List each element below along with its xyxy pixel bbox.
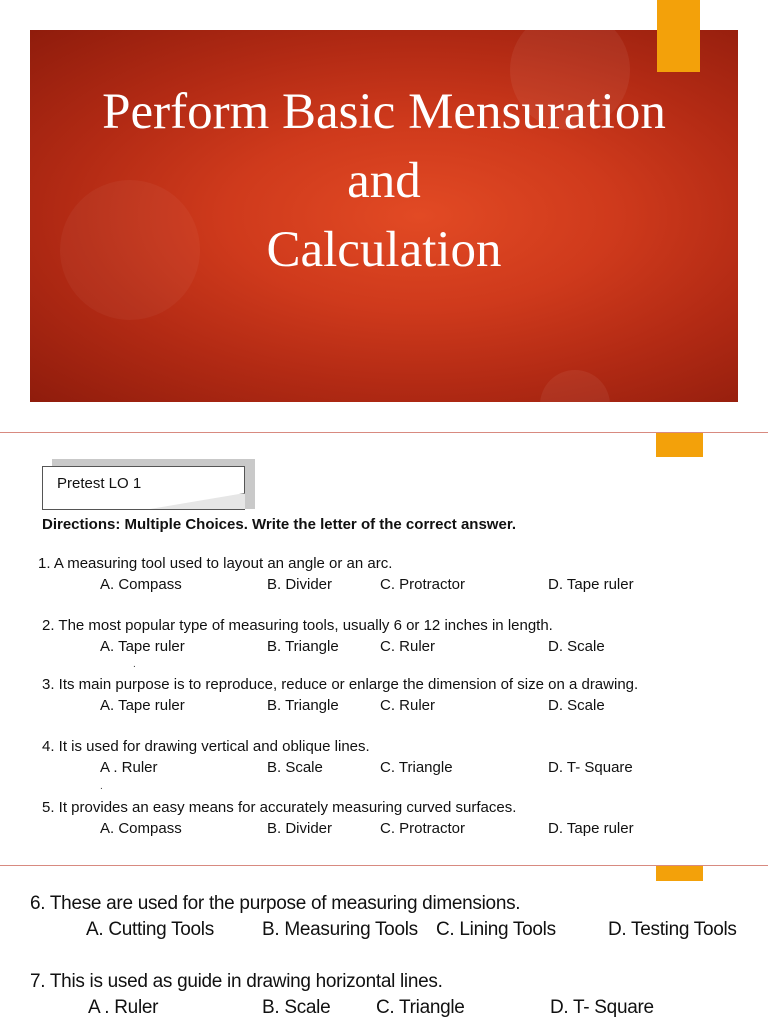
stray-dot: .: [100, 781, 103, 792]
bokeh-circle: [540, 370, 610, 402]
slide-title: [30, 78, 738, 285]
title-line-1: Perform Basic Mensuration: [102, 84, 666, 140]
q6-option-d: D. Testing Tools: [608, 919, 737, 940]
question-5: 5. It provides an easy means for accurately measuring curved surfaces.: [42, 799, 517, 816]
q6-option-c: C. Lining Tools: [436, 919, 556, 940]
q1-option-b: B. Divider: [267, 576, 333, 593]
orange-accent-tab: [656, 866, 703, 881]
q5-option-c: C. Protractor: [380, 820, 466, 837]
q1-option-a: A. Compass: [100, 576, 182, 593]
q4-option-a: A . Ruler: [100, 759, 158, 776]
q4-option-d: D. T- Square: [548, 759, 633, 776]
title-line-3: Calculation: [266, 222, 502, 278]
question-7: 7. This is used as guide in drawing horizontal lines.: [30, 971, 443, 992]
q6-option-b: B. Measuring Tools: [262, 919, 418, 940]
orange-accent-tab: [656, 433, 703, 457]
q7-option-c: C. Triangle: [376, 997, 465, 1018]
orange-accent-tab: [657, 0, 700, 72]
q2-option-a: A. Tape ruler: [100, 638, 185, 655]
q2-option-d: D. Scale: [548, 638, 605, 655]
q7-option-a: A . Ruler: [88, 997, 159, 1018]
q3-option-a: A. Tape ruler: [100, 697, 185, 714]
q6-option-a: A. Cutting Tools: [86, 919, 214, 940]
title-slide: [0, 0, 768, 432]
question-6: 6. These are used for the purpose of measuring dimensions.: [30, 893, 521, 914]
q5-option-d: D. Tape ruler: [548, 820, 634, 837]
q1-option-d: D. Tape ruler: [548, 576, 634, 593]
q3-option-b: B. Triangle: [267, 697, 339, 714]
q4-option-c: C. Triangle: [380, 759, 453, 776]
q7-option-b: B. Scale: [262, 997, 331, 1018]
title-line-2: and: [347, 153, 421, 209]
pretest-slide: [0, 433, 768, 865]
q3-option-d: D. Scale: [548, 697, 605, 714]
question-4: 4. It is used for drawing vertical and oblique lines.: [42, 738, 370, 755]
q3-option-c: C. Ruler: [380, 697, 436, 714]
title-panel: [30, 30, 738, 402]
question-1: 1. A measuring tool used to layout an angle or an arc.: [38, 555, 393, 572]
stray-dot: .: [133, 659, 136, 670]
pretest-label: Pretest LO 1: [57, 475, 142, 492]
q4-option-b: B. Scale: [267, 759, 323, 776]
q2-option-c: C. Ruler: [380, 638, 436, 655]
question-2: 2. The most popular type of measuring tools, usually 6 or 12 inches in length.: [42, 617, 553, 634]
q1-option-c: C. Protractor: [380, 576, 466, 593]
q5-option-a: A. Compass: [100, 820, 182, 837]
q2-option-b: B. Triangle: [267, 638, 339, 655]
q5-option-b: B. Divider: [267, 820, 333, 837]
directions-text: Directions: Multiple Choices. Write the letter of the correct answer.: [42, 516, 516, 533]
question-3: 3. Its main purpose is to reproduce, reduce or enlarge the dimension of size on a drawing.: [42, 676, 639, 693]
questions-slide: [0, 866, 768, 1024]
q7-option-d: D. T- Square: [550, 997, 654, 1018]
